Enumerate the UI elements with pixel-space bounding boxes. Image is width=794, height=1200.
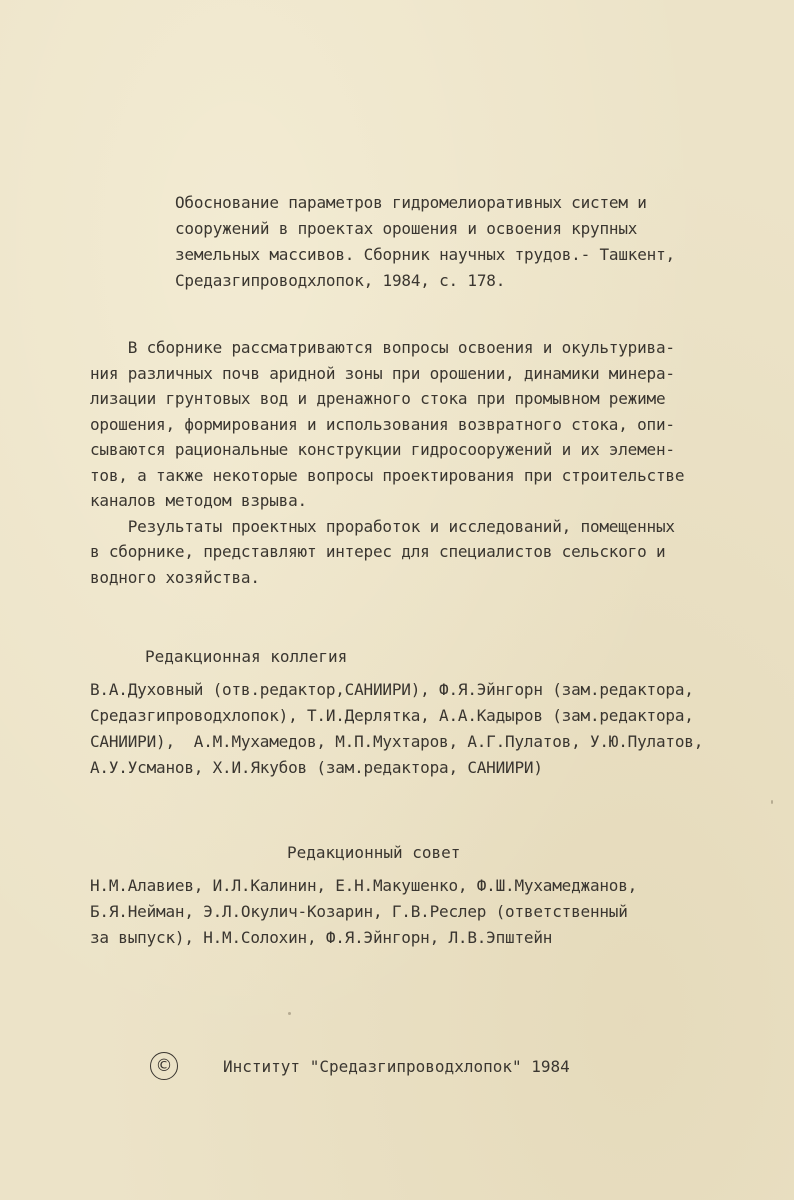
copyright-line — [150, 1052, 570, 1080]
editorial-council-title: Редакционный совет — [287, 843, 461, 862]
copyright-text: Институт "Средазгипроводхлопок" 1984 — [223, 1056, 570, 1076]
abstract-text: В сборнике рассматриваются вопросы освоения и окультурива- ния различных почв аридной зоны при орошении, динамики минера- лизации грунтовых вод и дренажного стока при промывном режиме орошения, формирования и использования возвратного стока, опи- сываются рациональные конструкции гидросооружений и их элемен- тов, а также некоторые вопросы проектирования при строительстве каналов методом взрыва. Результаты проектных проработок и исследований, помещенных в сборнике, представляют интерес для специалистов сельского и водного хозяйства. — [90, 338, 685, 587]
editorial-board-members: В.А.Духовный (отв.редактор,САНИИРИ), Ф.Я.Эйнгорн (зам.редактора, Средазгипроводхлопок), Т.И.Дерлятка, А.А.Кадыров (зам.редактора, САНИИРИ), А.М.Мухамедов, М.П.Мухтаров, А.Г.Пулатов, У.Ю.Пулатов, А.У.Усманов, Х.И.Якубов (зам.редактора, САНИИРИ) — [90, 680, 704, 777]
paper-speck — [771, 800, 773, 804]
bibliographic-citation: Обоснование параметров гидромелиоративных систем и сооружений в проектах орошения и освоения крупных земельных массивов. Сборник научных трудов.- Ташкент, Средазгипроводхлопок, 1984, с. 178. — [175, 193, 675, 290]
copyright-icon: © — [150, 1052, 178, 1080]
paper-speck — [288, 1012, 291, 1015]
editorial-council-members: Н.М.Алавиев, И.Л.Калинин, Е.Н.Макушенко, Ф.Ш.Мухамеджанов, Б.Я.Нейман, Э.Л.Окулич-Козарин, Г.В.Реслер (ответственный за выпуск), Н.М.Солохин, Ф.Я.Эйнгорн, Л.В.Эпштейн — [90, 876, 638, 947]
editorial-board-title: Редакционная коллегия — [145, 647, 348, 666]
